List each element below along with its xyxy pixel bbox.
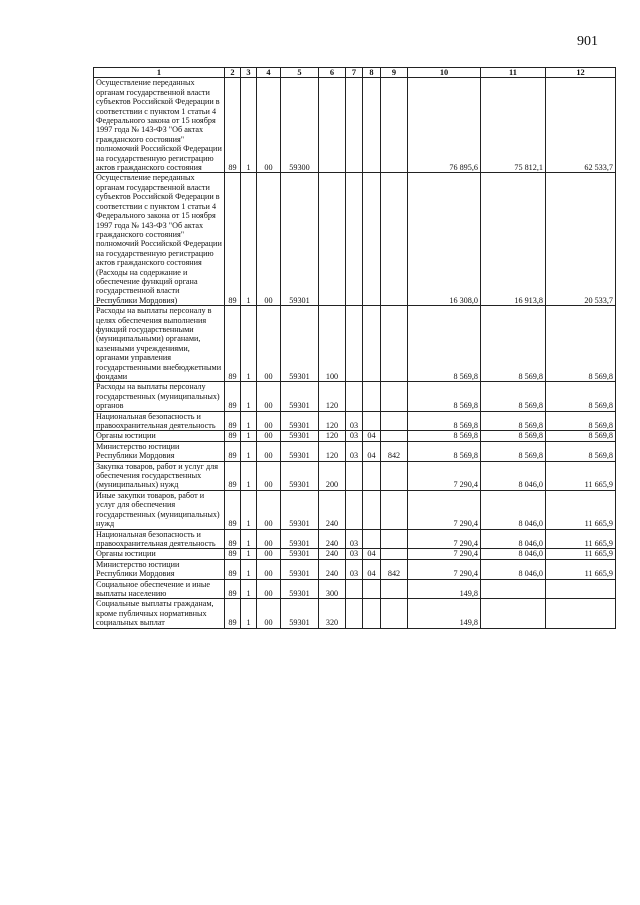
table-row xyxy=(94,306,616,382)
code-cell xyxy=(346,490,363,529)
amount-cell: 20 533,7 xyxy=(546,173,616,306)
row-name: Закупка товаров, работ и услуг для обеспечения государственных (муниципальных) нужд xyxy=(94,461,225,490)
code-cell: 1 xyxy=(241,411,257,431)
code-cell: 59301 xyxy=(281,579,319,599)
table-row xyxy=(94,441,616,461)
table-row xyxy=(94,490,616,529)
amount-cell: 8 569,8 xyxy=(546,382,616,411)
amount-cell: 8 569,8 xyxy=(481,306,546,382)
code-cell: 00 xyxy=(257,173,281,306)
header-cell: 11 xyxy=(481,68,546,78)
amount-cell: 149,8 xyxy=(408,599,481,628)
code-cell: 59301 xyxy=(281,461,319,490)
code-cell: 89 xyxy=(225,579,241,599)
code-cell: 00 xyxy=(257,78,281,173)
header-cell: 4 xyxy=(257,68,281,78)
header-cell: 7 xyxy=(346,68,363,78)
code-cell: 03 xyxy=(346,529,363,549)
code-cell: 1 xyxy=(241,431,257,441)
amount-cell: 8 046,0 xyxy=(481,461,546,490)
code-cell: 00 xyxy=(257,411,281,431)
amount-cell: 8 569,8 xyxy=(546,441,616,461)
code-cell: 842 xyxy=(381,441,408,461)
code-cell: 1 xyxy=(241,599,257,628)
amount-cell xyxy=(481,579,546,599)
amount-cell: 8 046,0 xyxy=(481,529,546,549)
code-cell xyxy=(381,306,408,382)
row-name: Социальные выплаты гражданам, кроме публичных нормативных социальных выплат xyxy=(94,599,225,628)
code-cell xyxy=(363,579,381,599)
row-name: Иные закупки товаров, работ и услуг для обеспечения государственных (муниципальных) нужд xyxy=(94,490,225,529)
code-cell xyxy=(363,490,381,529)
header-cell: 1 xyxy=(94,68,225,78)
table-row xyxy=(94,579,616,599)
table-body xyxy=(94,78,616,628)
code-cell xyxy=(381,461,408,490)
code-cell: 04 xyxy=(363,431,381,441)
amount-cell: 11 665,9 xyxy=(546,529,616,549)
table-row xyxy=(94,382,616,411)
row-name: Министерство юстиции Республики Мордовия xyxy=(94,441,225,461)
row-name: Осуществление переданных органам государственной власти субъектов Российской Федерации в соответствии с пунктом 1 статьи 4 Федерального закона от 15 ноября 1997 года № 143-ФЗ "Об актах гражданского состояния" полномочий Российской Федерации на государственную регистрацию актов гражданского состояния xyxy=(94,78,225,173)
amount-cell: 8 569,8 xyxy=(481,411,546,431)
code-cell: 03 xyxy=(346,559,363,579)
code-cell: 89 xyxy=(225,549,241,559)
header-cell: 3 xyxy=(241,68,257,78)
amount-cell: 7 290,4 xyxy=(408,549,481,559)
code-cell: 59301 xyxy=(281,411,319,431)
code-cell: 120 xyxy=(319,431,346,441)
code-cell: 89 xyxy=(225,411,241,431)
code-cell: 89 xyxy=(225,306,241,382)
table-row xyxy=(94,173,616,306)
code-cell: 04 xyxy=(363,549,381,559)
amount-cell: 8 569,8 xyxy=(481,431,546,441)
row-name: Национальная безопасность и правоохранительная деятельность xyxy=(94,411,225,431)
header-cell: 5 xyxy=(281,68,319,78)
amount-cell: 7 290,4 xyxy=(408,529,481,549)
code-cell: 89 xyxy=(225,461,241,490)
code-cell xyxy=(363,306,381,382)
amount-cell xyxy=(481,599,546,628)
amount-cell: 8 569,8 xyxy=(408,382,481,411)
amount-cell: 75 812,1 xyxy=(481,78,546,173)
amount-cell: 8 569,8 xyxy=(546,431,616,441)
amount-cell: 8 569,8 xyxy=(408,411,481,431)
code-cell: 03 xyxy=(346,549,363,559)
amount-cell: 11 665,9 xyxy=(546,559,616,579)
code-cell: 200 xyxy=(319,461,346,490)
code-cell xyxy=(381,529,408,549)
code-cell: 59301 xyxy=(281,382,319,411)
code-cell: 1 xyxy=(241,549,257,559)
code-cell: 59301 xyxy=(281,490,319,529)
code-cell xyxy=(381,382,408,411)
table-row xyxy=(94,461,616,490)
row-name: Национальная безопасность и правоохранительная деятельность xyxy=(94,529,225,549)
header-cell: 9 xyxy=(381,68,408,78)
code-cell: 89 xyxy=(225,173,241,306)
table-row xyxy=(94,599,616,628)
row-name: Расходы на выплаты персоналу государственных (муниципальных) органов xyxy=(94,382,225,411)
code-cell: 59301 xyxy=(281,173,319,306)
amount-cell: 11 665,9 xyxy=(546,461,616,490)
code-cell: 240 xyxy=(319,529,346,549)
row-name: Расходы на выплаты персоналу в целях обеспечения выполнения функций государственными (муниципальными) органами, казенными учреждениями, органами управления государственными внебюджетными фондами xyxy=(94,306,225,382)
amount-cell: 8 046,0 xyxy=(481,490,546,529)
header-cell: 2 xyxy=(225,68,241,78)
code-cell: 00 xyxy=(257,579,281,599)
code-cell: 59301 xyxy=(281,441,319,461)
code-cell: 00 xyxy=(257,306,281,382)
code-cell: 89 xyxy=(225,441,241,461)
amount-cell xyxy=(546,579,616,599)
code-cell xyxy=(319,173,346,306)
code-cell: 842 xyxy=(381,559,408,579)
amount-cell: 62 533,7 xyxy=(546,78,616,173)
table-row xyxy=(94,78,616,173)
code-cell: 04 xyxy=(363,559,381,579)
code-cell xyxy=(346,306,363,382)
code-cell xyxy=(381,411,408,431)
code-cell: 59301 xyxy=(281,559,319,579)
table-row xyxy=(94,559,616,579)
amount-cell: 8 569,8 xyxy=(481,382,546,411)
code-cell: 120 xyxy=(319,441,346,461)
header-cell: 12 xyxy=(546,68,616,78)
code-cell: 1 xyxy=(241,441,257,461)
code-cell xyxy=(346,461,363,490)
code-cell: 1 xyxy=(241,173,257,306)
code-cell: 03 xyxy=(346,431,363,441)
row-name: Органы юстиции xyxy=(94,549,225,559)
code-cell: 89 xyxy=(225,78,241,173)
amount-cell: 8 569,8 xyxy=(546,411,616,431)
amount-cell: 11 665,9 xyxy=(546,549,616,559)
code-cell: 89 xyxy=(225,559,241,579)
code-cell xyxy=(363,461,381,490)
code-cell: 59301 xyxy=(281,306,319,382)
code-cell xyxy=(346,579,363,599)
code-cell: 00 xyxy=(257,382,281,411)
header-cell: 10 xyxy=(408,68,481,78)
code-cell: 03 xyxy=(346,411,363,431)
amount-cell: 7 290,4 xyxy=(408,490,481,529)
amount-cell xyxy=(546,599,616,628)
code-cell: 00 xyxy=(257,529,281,549)
code-cell: 89 xyxy=(225,529,241,549)
code-cell: 320 xyxy=(319,599,346,628)
code-cell: 300 xyxy=(319,579,346,599)
amount-cell: 8 046,0 xyxy=(481,549,546,559)
code-cell xyxy=(363,599,381,628)
code-cell: 00 xyxy=(257,599,281,628)
code-cell xyxy=(381,549,408,559)
code-cell: 89 xyxy=(225,431,241,441)
code-cell xyxy=(363,529,381,549)
code-cell: 240 xyxy=(319,549,346,559)
amount-cell: 8 046,0 xyxy=(481,559,546,579)
table-header-row xyxy=(94,68,616,78)
code-cell: 59301 xyxy=(281,529,319,549)
amount-cell: 76 895,6 xyxy=(408,78,481,173)
code-cell xyxy=(346,78,363,173)
code-cell xyxy=(346,599,363,628)
code-cell: 1 xyxy=(241,559,257,579)
header-cell: 6 xyxy=(319,68,346,78)
code-cell: 00 xyxy=(257,461,281,490)
code-cell: 59301 xyxy=(281,549,319,559)
code-cell: 04 xyxy=(363,441,381,461)
code-cell: 1 xyxy=(241,78,257,173)
code-cell xyxy=(381,431,408,441)
code-cell xyxy=(319,78,346,173)
amount-cell: 8 569,8 xyxy=(546,306,616,382)
code-cell xyxy=(381,173,408,306)
table-row xyxy=(94,431,616,441)
code-cell: 00 xyxy=(257,549,281,559)
code-cell: 120 xyxy=(319,382,346,411)
code-cell: 00 xyxy=(257,431,281,441)
amount-cell: 7 290,4 xyxy=(408,461,481,490)
table-row xyxy=(94,549,616,559)
code-cell: 100 xyxy=(319,306,346,382)
code-cell: 1 xyxy=(241,529,257,549)
code-cell: 89 xyxy=(225,599,241,628)
table-row xyxy=(94,411,616,431)
code-cell xyxy=(381,78,408,173)
code-cell: 89 xyxy=(225,490,241,529)
amount-cell: 8 569,8 xyxy=(481,441,546,461)
row-name: Осуществление переданных органам государственной власти субъектов Российской Федерации в соответствии с пунктом 1 статьи 4 Федерального закона от 15 ноября 1997 года № 143-ФЗ "Об актах гражданского состояния" полномочий Российской Федерации на государственную регистрацию актов гражданского состояния (Расходы на содержание и обеспечение функций органа государственной власти Республики Мордовия) xyxy=(94,173,225,306)
code-cell: 59300 xyxy=(281,78,319,173)
amount-cell: 8 569,8 xyxy=(408,306,481,382)
code-cell: 240 xyxy=(319,559,346,579)
budget-table xyxy=(93,67,616,629)
code-cell xyxy=(381,490,408,529)
row-name: Органы юстиции xyxy=(94,431,225,441)
code-cell: 1 xyxy=(241,306,257,382)
table-row xyxy=(94,529,616,549)
amount-cell: 149,8 xyxy=(408,579,481,599)
code-cell: 00 xyxy=(257,559,281,579)
code-cell: 1 xyxy=(241,490,257,529)
code-cell: 59301 xyxy=(281,599,319,628)
code-cell: 00 xyxy=(257,490,281,529)
code-cell: 59301 xyxy=(281,431,319,441)
code-cell xyxy=(363,411,381,431)
code-cell: 1 xyxy=(241,461,257,490)
row-name: Социальное обеспечение и иные выплаты населению xyxy=(94,579,225,599)
code-cell xyxy=(346,382,363,411)
code-cell: 03 xyxy=(346,441,363,461)
code-cell xyxy=(363,382,381,411)
row-name: Министерство юстиции Республики Мордовия xyxy=(94,559,225,579)
code-cell: 00 xyxy=(257,441,281,461)
code-cell xyxy=(363,78,381,173)
code-cell: 1 xyxy=(241,382,257,411)
code-cell xyxy=(346,173,363,306)
amount-cell: 11 665,9 xyxy=(546,490,616,529)
amount-cell: 16 308,0 xyxy=(408,173,481,306)
code-cell: 1 xyxy=(241,579,257,599)
amount-cell: 16 913,8 xyxy=(481,173,546,306)
amount-cell: 8 569,8 xyxy=(408,441,481,461)
code-cell: 120 xyxy=(319,411,346,431)
code-cell xyxy=(381,579,408,599)
header-cell: 8 xyxy=(363,68,381,78)
code-cell xyxy=(363,173,381,306)
amount-cell: 7 290,4 xyxy=(408,559,481,579)
code-cell: 89 xyxy=(225,382,241,411)
code-cell: 240 xyxy=(319,490,346,529)
page-number: 901 xyxy=(577,34,598,49)
amount-cell: 8 569,8 xyxy=(408,431,481,441)
code-cell xyxy=(381,599,408,628)
